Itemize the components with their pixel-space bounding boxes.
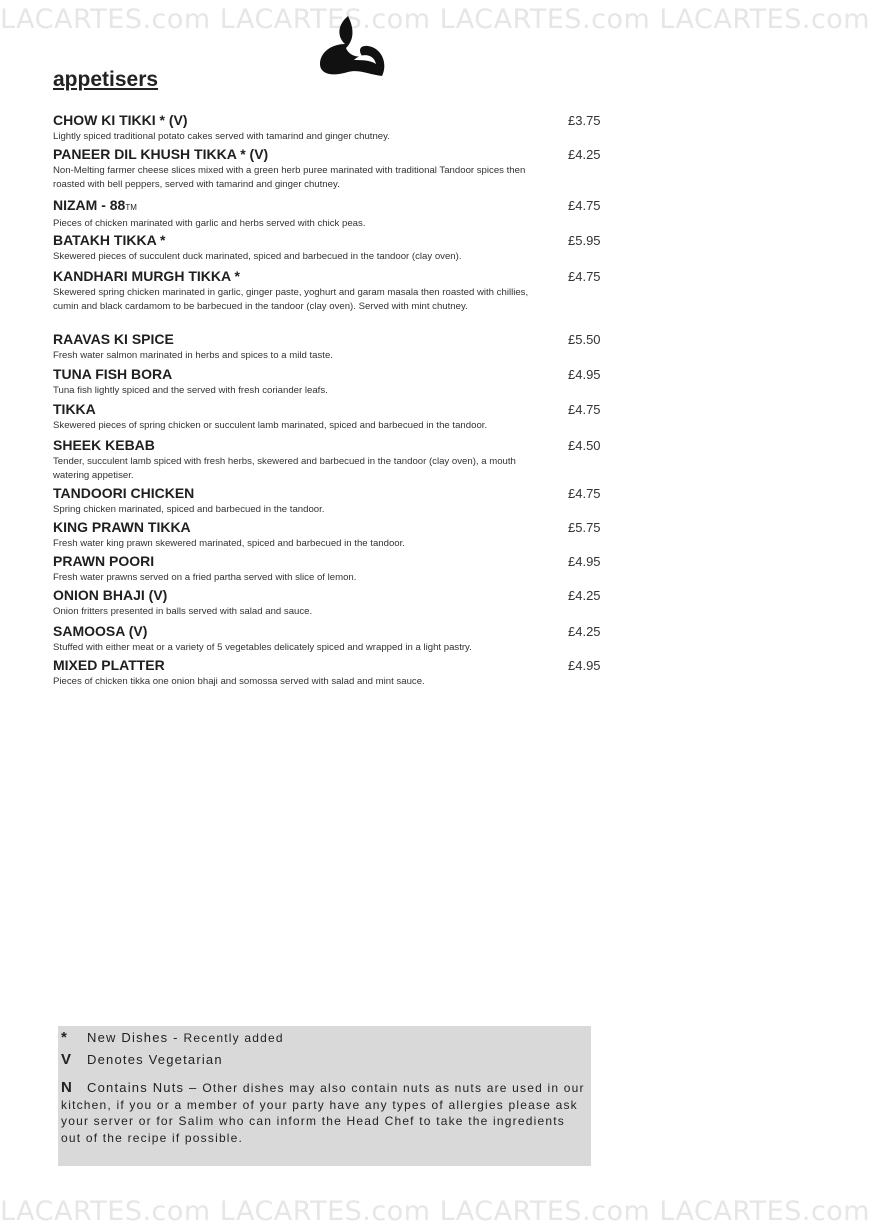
nuts-symbol: N xyxy=(61,1079,72,1096)
item-name: BATAKH TIKKA * xyxy=(53,232,166,248)
item-price: £5.75 xyxy=(568,520,601,535)
trademark-mark: TM xyxy=(125,203,137,212)
menu-item xyxy=(53,587,613,619)
legend-note: Other dishes may also contain nuts as nuts are used in our kitchen, if you or a member of your party have any types of allergies please ask your server or for Salim who can inform the Head Chef to take the ingredients out of the recipe if possible. xyxy=(61,1081,585,1145)
item-description: Skewered spring chicken marinated in garlic, ginger paste, yoghurt and garam masala then roasted with chillies, cumin and black cardamom to be barbecued in the tandoor (clay oven). Served with mint chutney. xyxy=(53,287,529,312)
watermark-bottom: LACARTES.com LACARTES.com LACARTES.com LACARTES.com xyxy=(0,1196,870,1227)
item-name: MIXED PLATTER xyxy=(53,657,165,673)
item-name: CHOW KI TIKKI * (V) xyxy=(53,112,188,128)
legend-label: Contains Nuts – xyxy=(87,1080,203,1095)
item-description: Lightly spiced traditional potato cakes served with tamarind and ginger chutney. xyxy=(53,131,390,142)
item-name: KING PRAWN TIKKA xyxy=(53,519,191,535)
item-price: £4.75 xyxy=(568,269,601,284)
legend-label: New Dishes - xyxy=(87,1030,184,1045)
menu-item xyxy=(53,232,613,264)
item-description: Non-Melting farmer cheese slices mixed with a green herb puree marinated with traditional Tandoor spices then roasted with bell peppers, served with tamarind and ginger chutney. xyxy=(53,165,526,190)
item-price: £3.75 xyxy=(568,113,601,128)
item-name: PRAWN POORI xyxy=(53,553,155,569)
menu-item xyxy=(53,623,613,655)
item-description: Spring chicken marinated, spiced and barbecued in the tandoor. xyxy=(53,504,325,515)
item-name: RAAVAS KI SPICE xyxy=(53,331,174,347)
item-price: £4.95 xyxy=(568,554,601,569)
item-price: £4.75 xyxy=(568,198,601,213)
item-description: Onion fritters presented in balls served with salad and sauce. xyxy=(53,606,313,617)
item-price: £4.95 xyxy=(568,367,601,382)
item-price: £4.95 xyxy=(568,658,601,673)
item-price: £4.25 xyxy=(568,624,601,639)
item-price: £4.25 xyxy=(568,147,601,162)
watermark-top: LACARTES.com LACARTES.com LACARTES.com LACARTES.com xyxy=(0,4,870,35)
item-name: TIKKA xyxy=(53,401,96,417)
item-price: £4.25 xyxy=(568,588,601,603)
menu-item xyxy=(53,197,613,231)
legend-note: Recently added xyxy=(183,1031,284,1045)
flame-logo-icon xyxy=(318,14,388,80)
menu-item xyxy=(53,112,613,144)
new-dish-symbol: * xyxy=(61,1029,67,1046)
item-description: Fresh water salmon marinated in herbs and spices to a mild taste. xyxy=(53,350,333,361)
item-name: TUNA FISH BORA xyxy=(53,366,173,382)
menu-item xyxy=(53,366,613,398)
item-name: NIZAM - 88 xyxy=(53,197,126,213)
item-name: ONION BHAJI (V) xyxy=(53,587,168,603)
item-description: Tuna fish lightly spiced and the served with fresh coriander leafs. xyxy=(53,385,328,396)
item-price: £5.50 xyxy=(568,332,601,347)
item-name: SAMOOSA (V) xyxy=(53,623,148,639)
item-name-with-tm xyxy=(53,197,613,216)
item-description: Tender, succulent lamb spiced with fresh herbs, skewered and barbecued in the tandoor (clay oven), a mouth watering appetiser. xyxy=(53,456,516,481)
dietary-legend xyxy=(58,1026,591,1166)
item-name: TANDOORI CHICKEN xyxy=(53,485,195,501)
item-price: £4.50 xyxy=(568,438,601,453)
menu-item xyxy=(53,437,613,482)
vegetarian-symbol: V xyxy=(61,1051,72,1068)
legend-label: Denotes Vegetarian xyxy=(87,1052,223,1067)
item-description: Stuffed with either meat or a variety of 5 vegetables delicately spiced and wrapped in a light pastry. xyxy=(53,642,472,653)
item-price: £4.75 xyxy=(568,486,601,501)
item-name: KANDHARI MURGH TIKKA * xyxy=(53,268,240,284)
item-description: Fresh water prawns served on a fried partha served with slice of lemon. xyxy=(53,572,357,583)
item-description: Pieces of chicken marinated with garlic and herbs served with chick peas. xyxy=(53,218,366,229)
item-description: Fresh water king prawn skewered marinated, spiced and barbecued in the tandoor. xyxy=(53,538,405,549)
section-title: appetisers xyxy=(53,68,159,91)
item-price: £4.75 xyxy=(568,402,601,417)
legend-new-dishes xyxy=(61,1030,587,1046)
menu-item xyxy=(53,485,613,517)
menu-item xyxy=(53,401,613,433)
menu-item xyxy=(53,657,613,689)
menu-item xyxy=(53,331,613,363)
item-name: SHEEK KEBAB xyxy=(53,437,155,453)
menu-item xyxy=(53,268,613,313)
item-description: Skewered pieces of succulent duck marinated, spiced and barbecued in the tandoor (clay oven). xyxy=(53,251,462,262)
item-description: Pieces of chicken tikka one onion bhaji and somossa served with salad and mint sauce. xyxy=(53,676,425,687)
legend-vegetarian xyxy=(61,1052,587,1068)
legend-contains-nuts xyxy=(61,1080,587,1146)
item-price: £5.95 xyxy=(568,233,601,248)
item-description: Skewered pieces of spring chicken or succulent lamb marinated, spiced and barbecued in the tandoor. xyxy=(53,420,488,431)
menu-item xyxy=(53,519,613,551)
menu-item xyxy=(53,553,613,585)
item-name: PANEER DIL KHUSH TIKKA * (V) xyxy=(53,146,269,162)
menu-item xyxy=(53,146,613,191)
